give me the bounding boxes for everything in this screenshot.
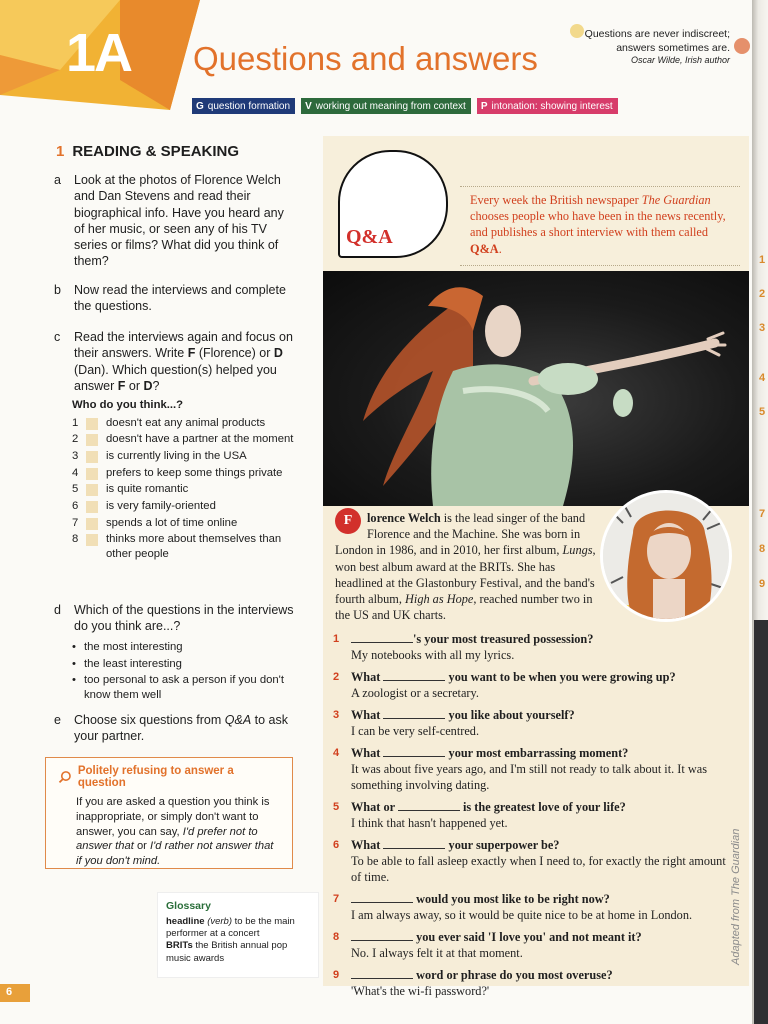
facing-page-number: 5 [759, 406, 766, 418]
tip-box [45, 757, 293, 869]
bullet-item: • the least interesting [84, 657, 304, 672]
facing-page-number: 7 [759, 508, 766, 520]
task-d: d Which of the questions in the interviews do you think are...? [54, 603, 294, 634]
bullet-item: • too personal to ask a person if you don't know them well [84, 673, 304, 702]
quote-author: Oscar Wilde, Irish author [631, 55, 730, 66]
vocabulary-tag: V working out meaning from context [301, 98, 471, 114]
interview-item: 9 word or phrase do you most overuse? 'What's the wi-fi password?' [333, 967, 613, 998]
interview-item: 7 would you most like to be right now? I am always away, so it would be quite nice to be at home in London. [333, 891, 693, 922]
task-c: c Read the interviews again and focus on their answers. Write F (Florence) or D (Dan). Which question(s) helped you answer F or D? [54, 330, 293, 393]
answer-blank[interactable] [398, 801, 460, 811]
interview-item: 3 What you like about yourself? I can be very self-centred. [333, 707, 575, 738]
interview-item: 5 What or is the greatest love of your life? I think that hasn't happened yet. [333, 799, 626, 830]
answer-box[interactable] [86, 434, 98, 446]
pronunciation-tag: P intonation: showing interest [477, 98, 618, 114]
answer-box[interactable] [86, 468, 98, 480]
portrait-illustration [603, 493, 732, 622]
answer-box[interactable] [86, 518, 98, 530]
answer-blank[interactable] [351, 931, 413, 941]
drop-cap: F [335, 508, 361, 534]
glossary-box [158, 893, 318, 977]
source-credit: Adapted from The Guardian [730, 828, 742, 965]
who-item: 2 doesn't have a partner at the moment [72, 433, 294, 446]
portrait-photo [600, 490, 732, 622]
glossary-title: Glossary [166, 900, 211, 912]
facing-page-dark-strip [754, 620, 768, 1024]
section-heading: 1 READING & SPEAKING [56, 143, 240, 160]
facing-page-number: 3 [759, 322, 766, 334]
artist-bio: F lorence Welch is the lead singer of the band Florence and the Machine. She was born in London in 1986, and in 2010, her first album, Lungs, won best album award at the BRITs. She has headlined at the Glastonbury Festival, and the band's fourth album, High as Hope, reached number two in the US and UK charts. [335, 510, 597, 624]
task-b: b Now read the interviews and complete the questions. [54, 283, 286, 314]
facing-page-number: 9 [759, 578, 766, 590]
interview-item: 2 What you want to be when you were growing up? A zoologist or a secretary. [333, 669, 676, 700]
answer-blank[interactable] [383, 671, 445, 681]
answer-box[interactable] [86, 534, 98, 546]
answer-blank[interactable] [383, 839, 445, 849]
divider [460, 265, 740, 266]
interview-item: 1 's your most treasured possession? My notebooks with all my lyrics. [333, 632, 594, 662]
concert-photo [323, 271, 749, 506]
qa-intro: Every week the British newspaper The Guardian chooses people who have been in the news recently, and publishes a short interview with them called Q&A. [470, 193, 726, 256]
epigraph-quote: Questions are never indiscreet; answers sometimes are. Oscar Wilde, Irish author [584, 28, 730, 66]
facing-page-number: 1 [759, 254, 766, 266]
answer-blank[interactable] [383, 747, 445, 757]
divider [460, 186, 740, 187]
lesson-title: Questions and answers [193, 40, 538, 77]
answer-box[interactable] [86, 418, 98, 430]
interview-list [333, 632, 733, 1000]
lesson-focus-tags [192, 98, 618, 114]
unit-number: 1A [66, 23, 132, 83]
glossary-entry: headline (verb) to be the main performer at a concert [166, 915, 295, 939]
who-item: 5 is quite romantic [72, 483, 189, 496]
tip-title: Politely refusing to answer a question [77, 765, 234, 789]
who-item: 4 prefers to keep some things private [72, 466, 283, 479]
facing-page-number: 2 [759, 288, 766, 300]
bullet-item: • the most interesting [84, 640, 304, 655]
who-item: 3 is currently living in the USA [72, 450, 247, 463]
singer-performing-illustration [323, 271, 749, 506]
tip-body: If you are asked a question you think is inappropriate, or simply don't want to answer, you can say, I'd prefer not to answer that or I'd rather not answer that if you don't mind. [76, 796, 274, 868]
who-item: 8 thinks more about themselves than other people [72, 533, 282, 561]
who-item: 1 doesn't eat any animal products [72, 416, 266, 429]
answer-blank[interactable] [383, 709, 445, 719]
qa-logo: Q&A [346, 226, 393, 248]
answer-box[interactable] [86, 451, 98, 463]
who-item: 6 is very family-oriented [72, 500, 216, 513]
glossary-entry: BRITs the British annual pop music awards [166, 940, 288, 964]
quote-dot-decoration [570, 24, 584, 38]
answer-blank[interactable] [351, 893, 413, 903]
who-list-heading: Who do you think...? [72, 399, 184, 411]
task-e: e Choose six questions from Q&A to ask your partner. [54, 713, 288, 744]
facing-page-number: 8 [759, 543, 766, 555]
answer-blank[interactable] [351, 969, 413, 979]
interview-item: 6 What your superpower be? To be able to fall asleep exactly when I need to, for exactly the right amount of time. [333, 837, 726, 884]
answer-box[interactable] [86, 501, 98, 513]
who-item: 7 spends a lot of time online [72, 516, 238, 529]
task-d-bullets [84, 640, 304, 705]
task-a: a Look at the photos of Florence Welch and Dan Stevens and read their biographical info. Have you heard any of her music, or seen any of his TV series or films? What did you think of them? [54, 173, 284, 269]
interview-item: 8 you ever said 'I love you' and not meant it? No. I always felt it at that moment. [333, 929, 642, 960]
facing-page-number: 4 [759, 372, 766, 384]
page-number: 6 [0, 984, 30, 1002]
answer-blank[interactable] [351, 633, 413, 643]
grammar-tag: G question formation [192, 98, 295, 114]
quote-dot-decoration [734, 38, 750, 54]
who-do-you-think-list [72, 398, 302, 564]
answer-box[interactable] [86, 484, 98, 496]
magnifier-icon [58, 770, 72, 784]
interview-item: 4 What your most embarrassing moment? It was about five years ago, and I'm still not ready to talk about it. It was something involving dating. [333, 745, 708, 792]
